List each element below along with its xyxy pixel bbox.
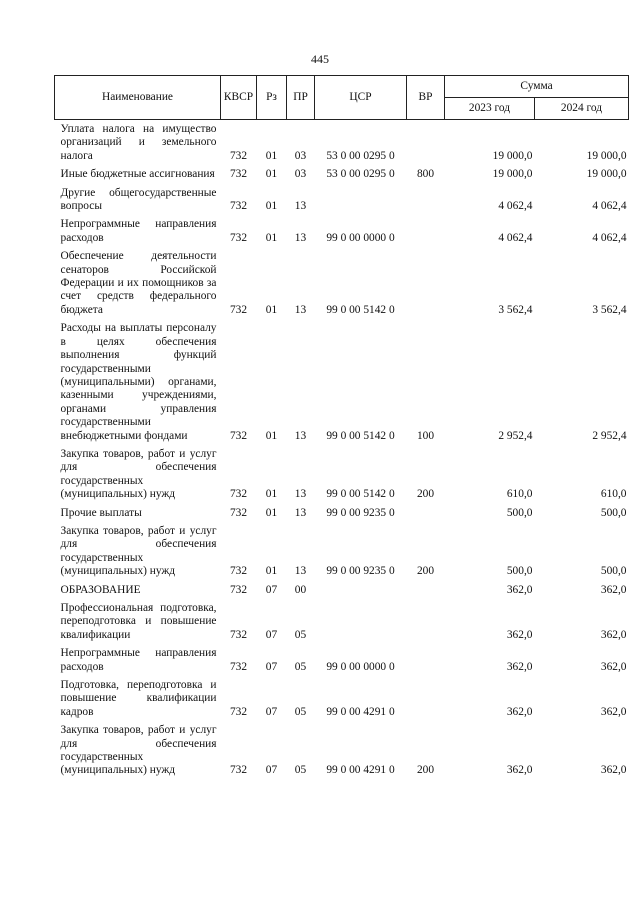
row-vr: 200 (416, 565, 435, 578)
row-csr: 99 0 00 5142 0 (326, 429, 395, 442)
row-sum-2023: 2 952,4 (498, 429, 533, 442)
table-row (55, 165, 629, 183)
row-name: Подготовка, переподготовка и повышение квалификации кадров (60, 679, 217, 718)
table-row (55, 599, 629, 644)
row-vr (407, 644, 445, 676)
row-vr (407, 184, 445, 216)
table-header (55, 76, 629, 120)
row-sum-2024: 362,0 (600, 764, 627, 777)
row-csr (315, 599, 407, 644)
row-sum-2024: 362,0 (600, 705, 627, 718)
row-pr: 05 (294, 660, 307, 673)
table-row (55, 445, 629, 504)
row-sum-2023: 500,0 (506, 506, 533, 519)
row-sum-2024: 4 062,4 (592, 231, 627, 244)
row-sum-2023: 4 062,4 (498, 200, 533, 213)
row-rz: 01 (265, 565, 278, 578)
row-vr: 200 (416, 764, 435, 777)
row-rz: 01 (265, 168, 278, 181)
row-name: Закупка товаров, работ и услуг для обеспечения государственных (муниципальных) нужд (60, 724, 217, 777)
row-rz: 01 (265, 200, 278, 213)
row-name: Закупка товаров, работ и услуг для обеспечения государственных (муниципальных) нужд (60, 447, 217, 501)
header-rz: Рз (257, 76, 287, 120)
row-sum-2024: 500,0 (600, 565, 627, 578)
row-sum-2024: 362,0 (600, 660, 627, 673)
row-pr: 03 (294, 168, 307, 181)
row-sum-2023: 362,0 (506, 764, 533, 777)
row-kvsr: 732 (229, 200, 248, 213)
row-rz: 01 (265, 429, 278, 442)
row-name: Уплата налога на имущество организаций и земельного налога (60, 123, 217, 162)
row-vr (407, 247, 445, 319)
row-sum-2024: 362,0 (600, 628, 627, 641)
table-row (55, 215, 629, 247)
header-name: Наименование (55, 76, 221, 120)
row-csr: 53 0 00 0295 0 (326, 168, 395, 181)
row-pr: 05 (294, 628, 307, 641)
row-sum-2023: 610,0 (506, 488, 533, 501)
row-rz: 01 (265, 303, 278, 316)
row-kvsr: 732 (229, 149, 248, 162)
row-rz: 07 (265, 705, 278, 718)
row-sum-2023: 3 562,4 (498, 303, 533, 316)
row-name: Непрограммные направления расходов (60, 647, 217, 673)
row-kvsr: 732 (229, 168, 248, 181)
row-sum-2024: 3 562,4 (592, 303, 627, 316)
row-csr: 99 0 00 0000 0 (326, 231, 395, 244)
row-sum-2023: 362,0 (506, 705, 533, 718)
row-name: Другие общегосударственные вопросы (60, 186, 217, 213)
row-rz: 07 (265, 764, 278, 777)
table-row (55, 676, 629, 721)
row-csr: 53 0 00 0295 0 (326, 149, 395, 162)
row-sum-2024: 2 952,4 (592, 429, 627, 442)
row-rz: 01 (265, 488, 278, 501)
row-kvsr: 732 (229, 764, 248, 777)
table-row (55, 522, 629, 581)
table-row (55, 184, 629, 216)
header-2023: 2023 год (445, 98, 535, 120)
row-name: Закупка товаров, работ и услуг для обеспечения государственных (муниципальных) нужд (60, 524, 217, 578)
row-pr: 13 (294, 506, 307, 519)
table-row (55, 247, 629, 319)
row-vr: 800 (416, 168, 435, 181)
row-csr: 99 0 00 4291 0 (326, 764, 395, 777)
table-row (55, 319, 629, 445)
table-row (55, 644, 629, 676)
row-sum-2024: 19 000,0 (586, 168, 627, 181)
row-pr: 13 (294, 231, 307, 244)
row-rz: 01 (265, 149, 278, 162)
row-kvsr: 732 (229, 488, 248, 501)
row-sum-2024: 362,0 (600, 583, 627, 596)
row-rz: 07 (265, 583, 278, 596)
row-name: Прочие выплаты (60, 506, 142, 519)
table-row (55, 120, 629, 166)
row-csr (315, 581, 407, 599)
row-rz: 07 (265, 628, 278, 641)
row-sum-2023: 362,0 (506, 628, 533, 641)
row-pr: 00 (294, 583, 307, 596)
row-pr: 13 (294, 429, 307, 442)
row-csr: 99 0 00 9235 0 (326, 565, 395, 578)
row-name: Иные бюджетные ассигнования (60, 168, 215, 181)
row-sum-2023: 19 000,0 (492, 168, 533, 181)
row-name: Непрограммные направления расходов (60, 218, 217, 244)
table-row (55, 504, 629, 522)
row-kvsr: 732 (229, 660, 248, 673)
header-csr: ЦСР (315, 76, 407, 120)
row-kvsr: 732 (229, 231, 248, 244)
row-vr (407, 215, 445, 247)
row-vr (407, 599, 445, 644)
row-vr: 200 (416, 488, 435, 501)
row-vr: 100 (416, 429, 435, 442)
row-sum-2023: 4 062,4 (498, 231, 533, 244)
row-sum-2023: 19 000,0 (492, 149, 533, 162)
row-kvsr: 732 (229, 506, 248, 519)
row-kvsr: 732 (229, 565, 248, 578)
row-vr (407, 676, 445, 721)
row-pr: 13 (294, 200, 307, 213)
row-csr: 99 0 00 4291 0 (326, 705, 395, 718)
row-kvsr: 732 (229, 303, 248, 316)
row-sum-2024: 610,0 (600, 488, 627, 501)
row-pr: 03 (294, 149, 307, 162)
budget-table (54, 75, 629, 780)
row-sum-2024: 19 000,0 (586, 149, 627, 162)
row-sum-2023: 362,0 (506, 583, 533, 596)
row-kvsr: 732 (229, 705, 248, 718)
row-sum-2024: 500,0 (600, 506, 627, 519)
header-pr: ПР (287, 76, 315, 120)
header-sum: Сумма (445, 76, 629, 98)
row-csr: 99 0 00 0000 0 (326, 660, 395, 673)
table-row (55, 721, 629, 780)
row-sum-2023: 500,0 (506, 565, 533, 578)
row-pr: 13 (294, 303, 307, 316)
row-sum-2023: 362,0 (506, 660, 533, 673)
row-rz: 07 (265, 660, 278, 673)
row-name: Расходы на выплаты персоналу в целях обеспечения выполнения функций государственными (муниципальными) органами, казенными учреждениями, органами управления государственными внебюджетными фондами (60, 322, 217, 442)
row-rz: 01 (265, 231, 278, 244)
page-number: 445 (311, 52, 329, 66)
row-sum-2024: 4 062,4 (592, 200, 627, 213)
row-pr: 13 (294, 488, 307, 501)
row-csr: 99 0 00 9235 0 (326, 506, 395, 519)
row-csr: 99 0 00 5142 0 (326, 303, 395, 316)
row-vr (407, 581, 445, 599)
row-rz: 01 (265, 506, 278, 519)
row-csr (315, 184, 407, 216)
header-vr: ВР (407, 76, 445, 120)
table-row (55, 581, 629, 599)
row-name: ОБРАЗОВАНИЕ (60, 583, 141, 596)
row-kvsr: 732 (229, 628, 248, 641)
row-vr (407, 120, 445, 166)
row-kvsr: 732 (229, 583, 248, 596)
row-csr: 99 0 00 5142 0 (326, 488, 395, 501)
header-kvsr: КВСР (221, 76, 257, 120)
row-vr (407, 504, 445, 522)
header-2024: 2024 год (535, 98, 629, 120)
row-name: Профессиональная подготовка, переподготовка и повышение квалификации (60, 602, 217, 641)
row-kvsr: 732 (229, 429, 248, 442)
row-pr: 13 (294, 565, 307, 578)
row-name: Обеспечение деятельности сенаторов Российской Федерации и их помощников за счет средств федерального бюджета (60, 250, 217, 316)
row-pr: 05 (294, 705, 307, 718)
row-pr: 05 (294, 764, 307, 777)
